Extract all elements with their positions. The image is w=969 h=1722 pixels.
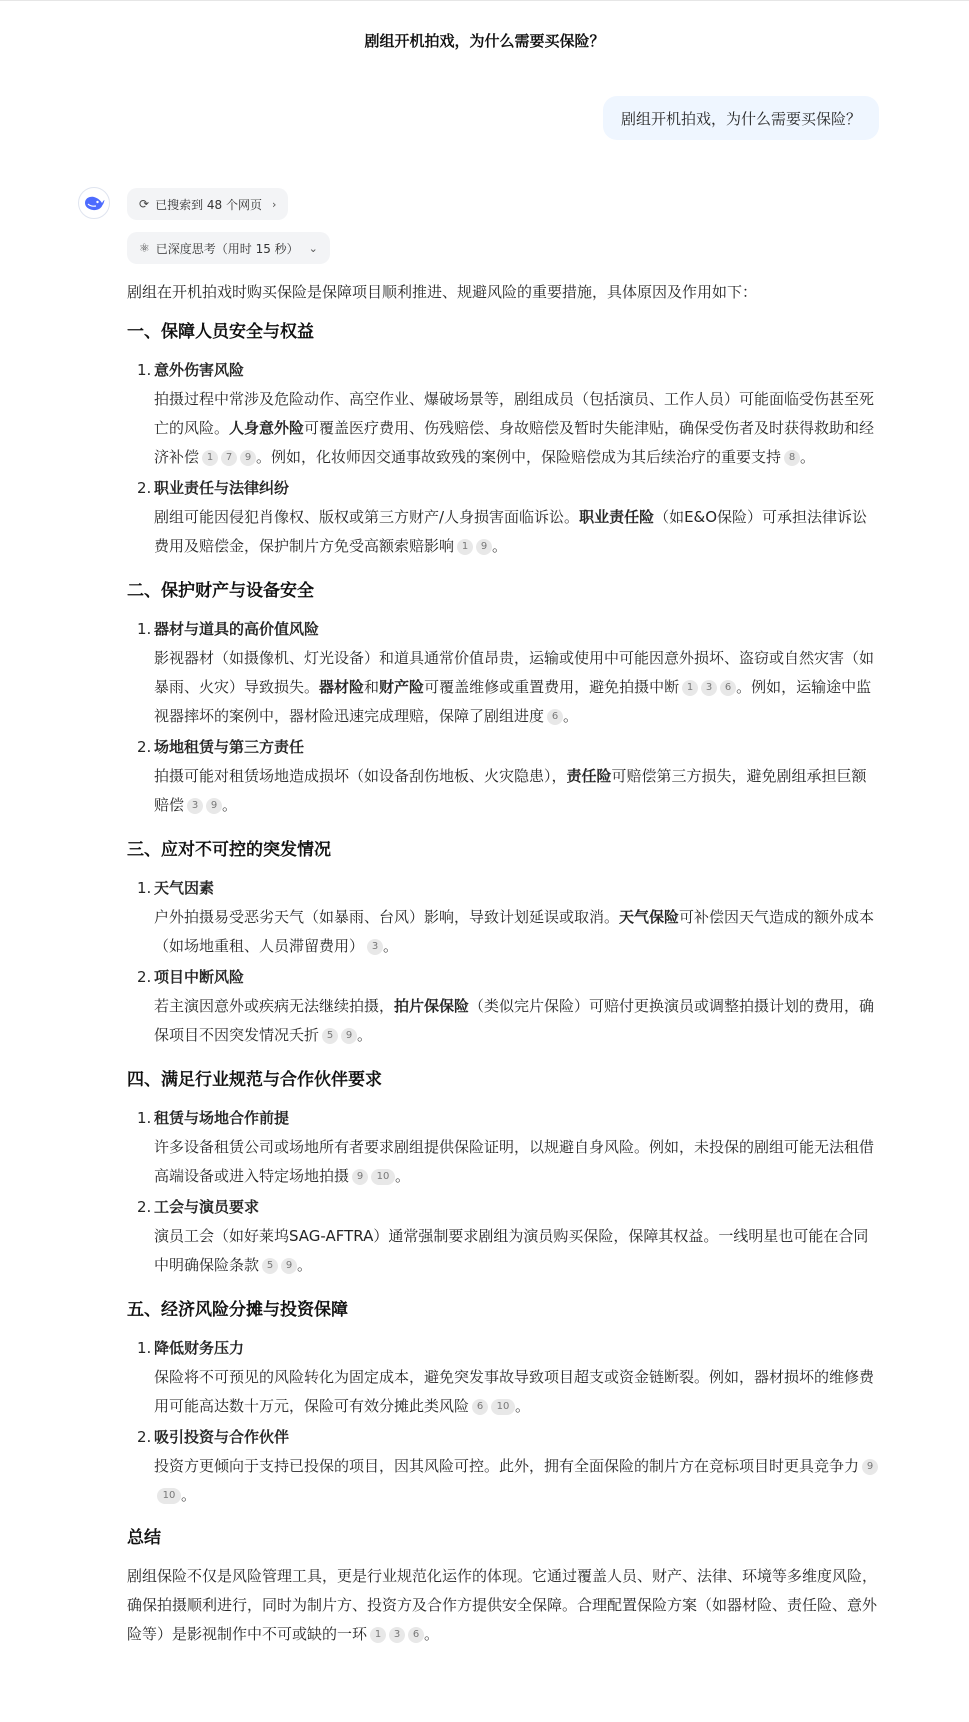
citation-badge[interactable]: 3 [389,1627,405,1643]
list-item-title: 租赁与场地合作前提 [154,1109,290,1127]
user-message-bubble [603,96,879,140]
citation-badge[interactable]: 3 [187,798,203,814]
top-divider [0,0,969,1]
list-item: 2. 职业责任与法律纠纷 剧组可能因侵犯肖像权、版权或第三方财产/人身损害面临诉讼。职业责任险（如E&O保险）可承担法律诉讼费用及赔偿金，保护制片方免受高额索赔影响 1 9 。 [127,474,879,561]
list-item: 2. 吸引投资与合作伙伴 投资方更倾向于支持已投保的项目，因其风险可控。此外，拥有全面保险的制片方在竞标项目时更具竞争力 910 。 [127,1423,879,1510]
citation-badge[interactable]: 6 [408,1627,424,1643]
citation-badge[interactable]: 9 [341,1028,357,1044]
citation-badge[interactable]: 1 [202,450,218,466]
section-heading: 二、保护财产与设备安全 [127,581,314,601]
citation-badge[interactable]: 1 [457,539,473,555]
list-item-body: 影视器材（如摄像机、灯光设备）和道具通常价值昂贵，运输或使用中可能因意外损坏、盗窃或自然灾害（如暴雨、火灾）导致损失。器材险和财产险可覆盖维修或重置费用，避免拍摄中断 1 3 6 。例如，运输途中监视器摔坏的案例中，器材险迅速完成理赔，保障了剧组进度 6 。 [154,649,875,725]
chevron-down-icon: ⌄ [308,241,318,255]
list-item: 1. 天气因素 户外拍摄易受恶劣天气（如暴雨、台风）影响，导致计划延误或取消。天气保险可补偿因天气造成的额外成本（如场地重租、人员滞留费用） 3 。 [127,874,879,961]
list-item-body: 拍摄过程中常涉及危险动作、高空作业、爆破场景等，剧组成员（包括演员、工作人员）可能面临受伤甚至死亡的风险。人身意外险可覆盖医疗费用、伤残赔偿、身故赔偿及暂时失能津贴，确保受伤者及时获得救助和经济补偿 1 7 9 。例如，化妆师因交通事故致残的案例中，保险赔偿成为其后续治疗的重要支持 8 。 [154,390,875,466]
citation-badge[interactable]: 5 [322,1028,338,1044]
chevron-right-icon: › [271,197,277,211]
list-item-body: 拍摄可能对租赁场地造成损坏（如设备刮伤地板、火灾隐患），责任险可赔偿第三方损失，避免剧组承担巨额赔偿 3 9 。 [154,767,867,814]
section-heading: 五、经济风险分摊与投资保障 [127,1300,348,1320]
citation-badge[interactable]: 6 [720,680,736,696]
citation-badge[interactable]: 7 [221,450,237,466]
summary-text: 剧组保险不仅是风险管理工具，更是行业规范化运作的体现。它通过覆盖人员、财产、法律、环境等多维度风险，确保拍摄顺利进行，同时为制片方、投资方及合作方提供安全保障。合理配置保险方案（如器材险、责任险、意外险等）是影视制作中不可或缺的一环 1 3 6 。 [127,1567,878,1643]
list-item-title: 吸引投资与合作伙伴 [154,1428,290,1446]
list-item: 1. 意外伤害风险 拍摄过程中常涉及危险动作、高空作业、爆破场景等，剧组成员（包括演员、工作人员）可能面临受伤甚至死亡的风险。人身意外险可覆盖医疗费用、伤残赔偿、身故赔偿及暂时失能津贴，确保受伤者及时获得救助和经济补偿 1 7 9 。例如，化妆师因交通事故致残的案例中，保险赔偿成为其后续治疗的重要支持 8 。 [127,356,879,472]
list-item-title: 降低财务压力 [154,1339,245,1357]
list-item: 2. 工会与演员要求 演员工会（如好莱坞SAG-AFTRA）通常强制要求剧组为演员购买保险，保障其权益。一线明星也可能在合同中明确保险条款 5 9 。 [127,1193,879,1280]
deep-think-pill[interactable] [127,232,330,264]
citation-badge[interactable]: 3 [701,680,717,696]
list-item: 2. 项目中断风险 若主演因意外或疾病无法继续拍摄，拍片保保险（类似完片保险）可赔付更换演员或调整拍摄计划的费用，确保项目不因突发情况夭折 5 9 。 [127,963,879,1050]
page-title: 剧组开机拍戏，为什么需要买保险？ [364,32,605,50]
list-item-body: 户外拍摄易受恶劣天气（如暴雨、台风）影响，导致计划延误或取消。天气保险可补偿因天气造成的额外成本（如场地重租、人员滞留费用） 3 。 [154,908,875,955]
citation-badge[interactable]: 1 [370,1627,386,1643]
list-item-title: 器材与道具的高价值风险 [154,620,320,638]
citation-badge[interactable]: 9 [281,1258,297,1274]
citation-badge[interactable]: 9 [862,1459,878,1475]
list-item-body: 若主演因意外或疾病无法继续拍摄，拍片保保险（类似完片保险）可赔付更换演员或调整拍摄计划的费用，确保项目不因突发情况夭折 5 9 。 [154,997,875,1044]
list-item-title: 天气因素 [154,879,215,897]
citation-badge[interactable]: 9 [352,1169,368,1185]
section-heading: 三、应对不可控的突发情况 [127,840,331,860]
user-message-text: 剧组开机拍戏，为什么需要买保险？ [620,109,861,128]
list-item: 1. 租赁与场地合作前提 许多设备租赁公司或场地所有者要求剧组提供保险证明，以规避自身风险。例如，未投保的剧组可能无法租借高端设备或进入特定场地拍摄 9 10 。 [127,1104,879,1191]
list-item-body: 投资方更倾向于支持已投保的项目，因其风险可控。此外，拥有全面保险的制片方在竞标项目时更具竞争力 910 。 [154,1452,879,1510]
citation-badge[interactable]: 5 [262,1258,278,1274]
answer-intro: 剧组在开机拍戏时购买保险是保障项目顺利推进、规避风险的重要措施，具体原因及作用如下： [127,283,758,301]
list-item-title: 工会与演员要求 [154,1198,260,1216]
citation-badge[interactable]: 9 [206,798,222,814]
citation-badge[interactable]: 6 [547,709,563,725]
citation-badge[interactable]: 8 [784,450,800,466]
list-item-title: 意外伤害风险 [154,361,245,379]
summary-heading: 总结 [127,1528,161,1548]
list-item-title: 项目中断风险 [154,968,245,986]
list-item-body: 剧组可能因侵犯肖像权、版权或第三方财产/人身损害面临诉讼。职业责任险（如E&O保险）可承担法律诉讼费用及赔偿金，保护制片方免受高额索赔影响 1 9 。 [154,508,868,555]
list-item-body: 演员工会（如好莱坞SAG-AFTRA）通常强制要求剧组为演员购买保险，保障其权益。一线明星也可能在合同中明确保险条款 5 9 。 [154,1227,869,1274]
citation-badge[interactable]: 10 [491,1399,515,1415]
list-item-body: 保险将不可预见的风险转化为固定成本，避免突发事故导致项目超支或资金链断裂。例如，器材损坏的维修费用可能高达数十万元，保险可有效分摊此类风险 6 10 。 [154,1368,875,1415]
list-item-title: 场地租赁与第三方责任 [154,738,305,756]
list-item: 2. 场地租赁与第三方责任 拍摄可能对租赁场地造成损坏（如设备刮伤地板、火灾隐患），责任险可赔偿第三方损失，避免剧组承担巨额赔偿 3 9 。 [127,733,879,820]
search-refresh-icon: ⟳ [139,197,150,211]
section-heading: 一、保障人员安全与权益 [127,322,314,342]
citation-badge[interactable]: 3 [367,939,383,955]
citation-badge[interactable]: 9 [240,450,256,466]
assistant-answer [127,278,879,1649]
whale-icon [83,194,105,212]
atom-icon: ⚛ [139,241,150,255]
citation-badge[interactable]: 9 [476,539,492,555]
assistant-avatar [78,187,110,219]
list-item-body: 许多设备租赁公司或场地所有者要求剧组提供保险证明，以规避自身风险。例如，未投保的剧组可能无法租借高端设备或进入特定场地拍摄 9 10 。 [154,1138,875,1185]
search-results-pill[interactable] [127,188,288,220]
citation-badge[interactable]: 10 [157,1488,181,1504]
section-heading: 四、满足行业规范与合作伙伴要求 [127,1070,382,1090]
list-item: 1. 降低财务压力 保险将不可预见的风险转化为固定成本，避免突发事故导致项目超支或资金链断裂。例如，器材损坏的维修费用可能高达数十万元，保险可有效分摊此类风险 6 10 。 [127,1334,879,1421]
citation-badge[interactable]: 10 [371,1169,395,1185]
list-item: 1. 器材与道具的高价值风险 影视器材（如摄像机、灯光设备）和道具通常价值昂贵，运输或使用中可能因意外损坏、盗窃或自然灾害（如暴雨、火灾）导致损失。器材险和财产险可覆盖维修或重置费用，避免拍摄中断 1 3 6 。例如，运输途中监视器摔坏的案例中，器材险迅速完成理赔，保障了剧组进度 6 。 [127,615,879,731]
search-results-label: 已搜索到 48 个网页 [155,197,262,212]
list-item-title: 职业责任与法律纠纷 [154,479,290,497]
citation-badge[interactable]: 1 [682,680,698,696]
deep-think-label: 已深度思考（用时 15 秒） [155,241,299,256]
citation-badge[interactable]: 6 [472,1399,488,1415]
